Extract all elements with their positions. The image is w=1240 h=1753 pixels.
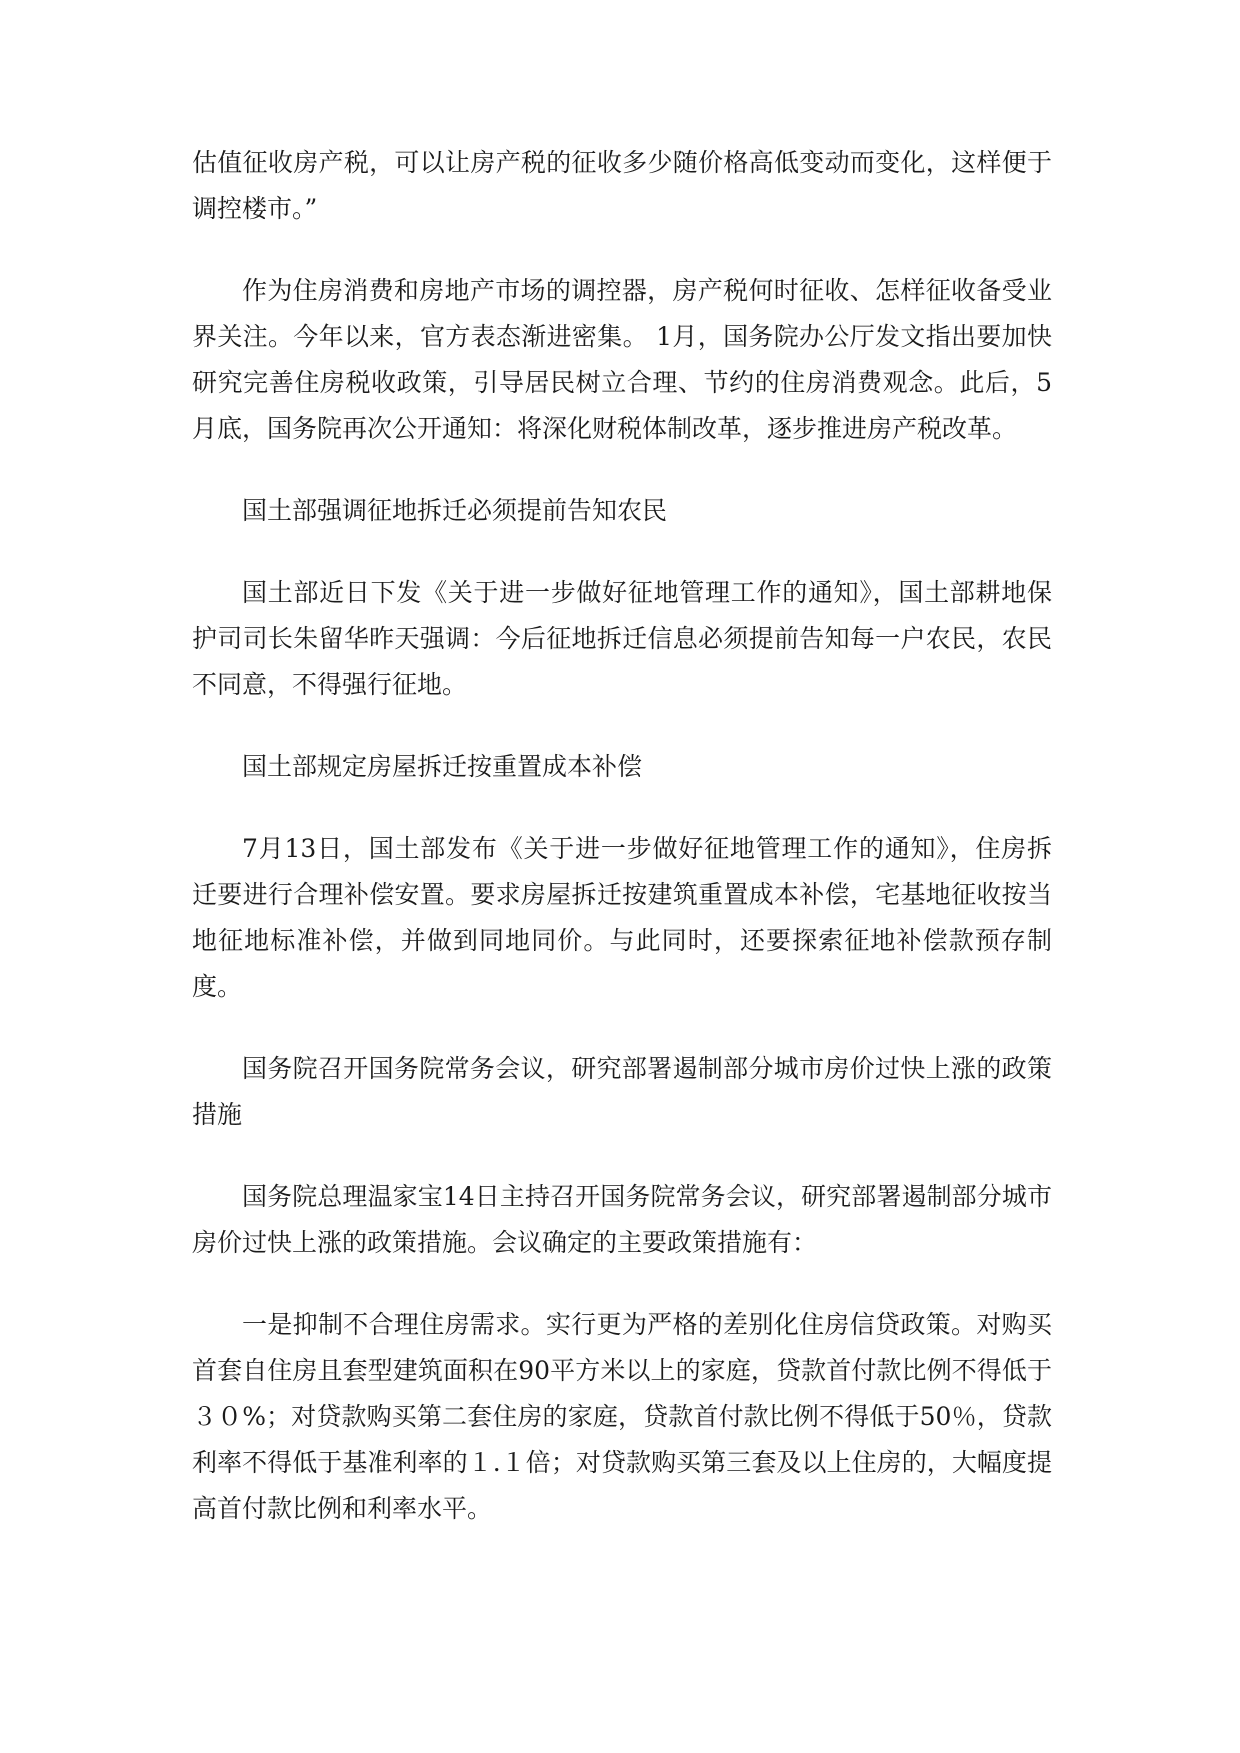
paragraph-measure-one: 一是抑制不合理住房需求。实行更为严格的差别化住房信贷政策。对购买首套自住房且套型建筑面积在90平方米以上的家庭，贷款首付款比例不得低于３０%；对贷款购买第二套住房的家庭，贷款首付款比例不得低于50％，贷款利率不得低于基准利率的１.１倍；对贷款购买第三套及以上住房的，大幅度提高首付款比例和利率水平。 bbox=[192, 1310, 1052, 1523]
section-heading-compensation: 国土部规定房屋拆迁按重置成本补偿 bbox=[242, 752, 643, 781]
section-heading-land-notice: 国土部强调征地拆迁必须提前告知农民 bbox=[242, 496, 668, 525]
paragraph-state-council: 国务院总理温家宝14日主持召开国务院常务会议，研究部署遏制部分城市房价过快上涨的政策措施。会议确定的主要政策措施有： bbox=[192, 1182, 1052, 1257]
document-body bbox=[192, 140, 1052, 1568]
paragraph-continuation: 估值征收房产税，可以让房产税的征收多少随价格高低变动而变化，这样便于调控楼市。” bbox=[192, 148, 1052, 223]
paragraph-compensation: 7月13日，国土部发布《关于进一步做好征地管理工作的通知》，住房拆迁要进行合理补偿安置。要求房屋拆迁按建筑重置成本补偿，宅基地征收按当地征地标准补偿，并做到同地同价。与此同时，还要探索征地补偿款预存制度。 bbox=[192, 834, 1052, 1001]
paragraph-land-notice: 国土部近日下发《关于进一步做好征地管理工作的通知》，国土部耕地保护司司长朱留华昨天强调：今后征地拆迁信息必须提前告知每一户农民，农民不同意，不得强行征地。 bbox=[192, 578, 1052, 699]
section-heading-state-council: 国务院召开国务院常务会议，研究部署遏制部分城市房价过快上涨的政策措施 bbox=[192, 1054, 1052, 1129]
paragraph-property-tax: 作为住房消费和房地产市场的调控器，房产税何时征收、怎样征收备受业界关注。今年以来，官方表态渐进密集。 1月，国务院办公厅发文指出要加快研究完善住房税收政策，引导居民树立合理、节约的住房消费观念。此后，5月底，国务院再次公开通知：将深化财税体制改革，逐步推进房产税改革。 bbox=[192, 276, 1052, 443]
